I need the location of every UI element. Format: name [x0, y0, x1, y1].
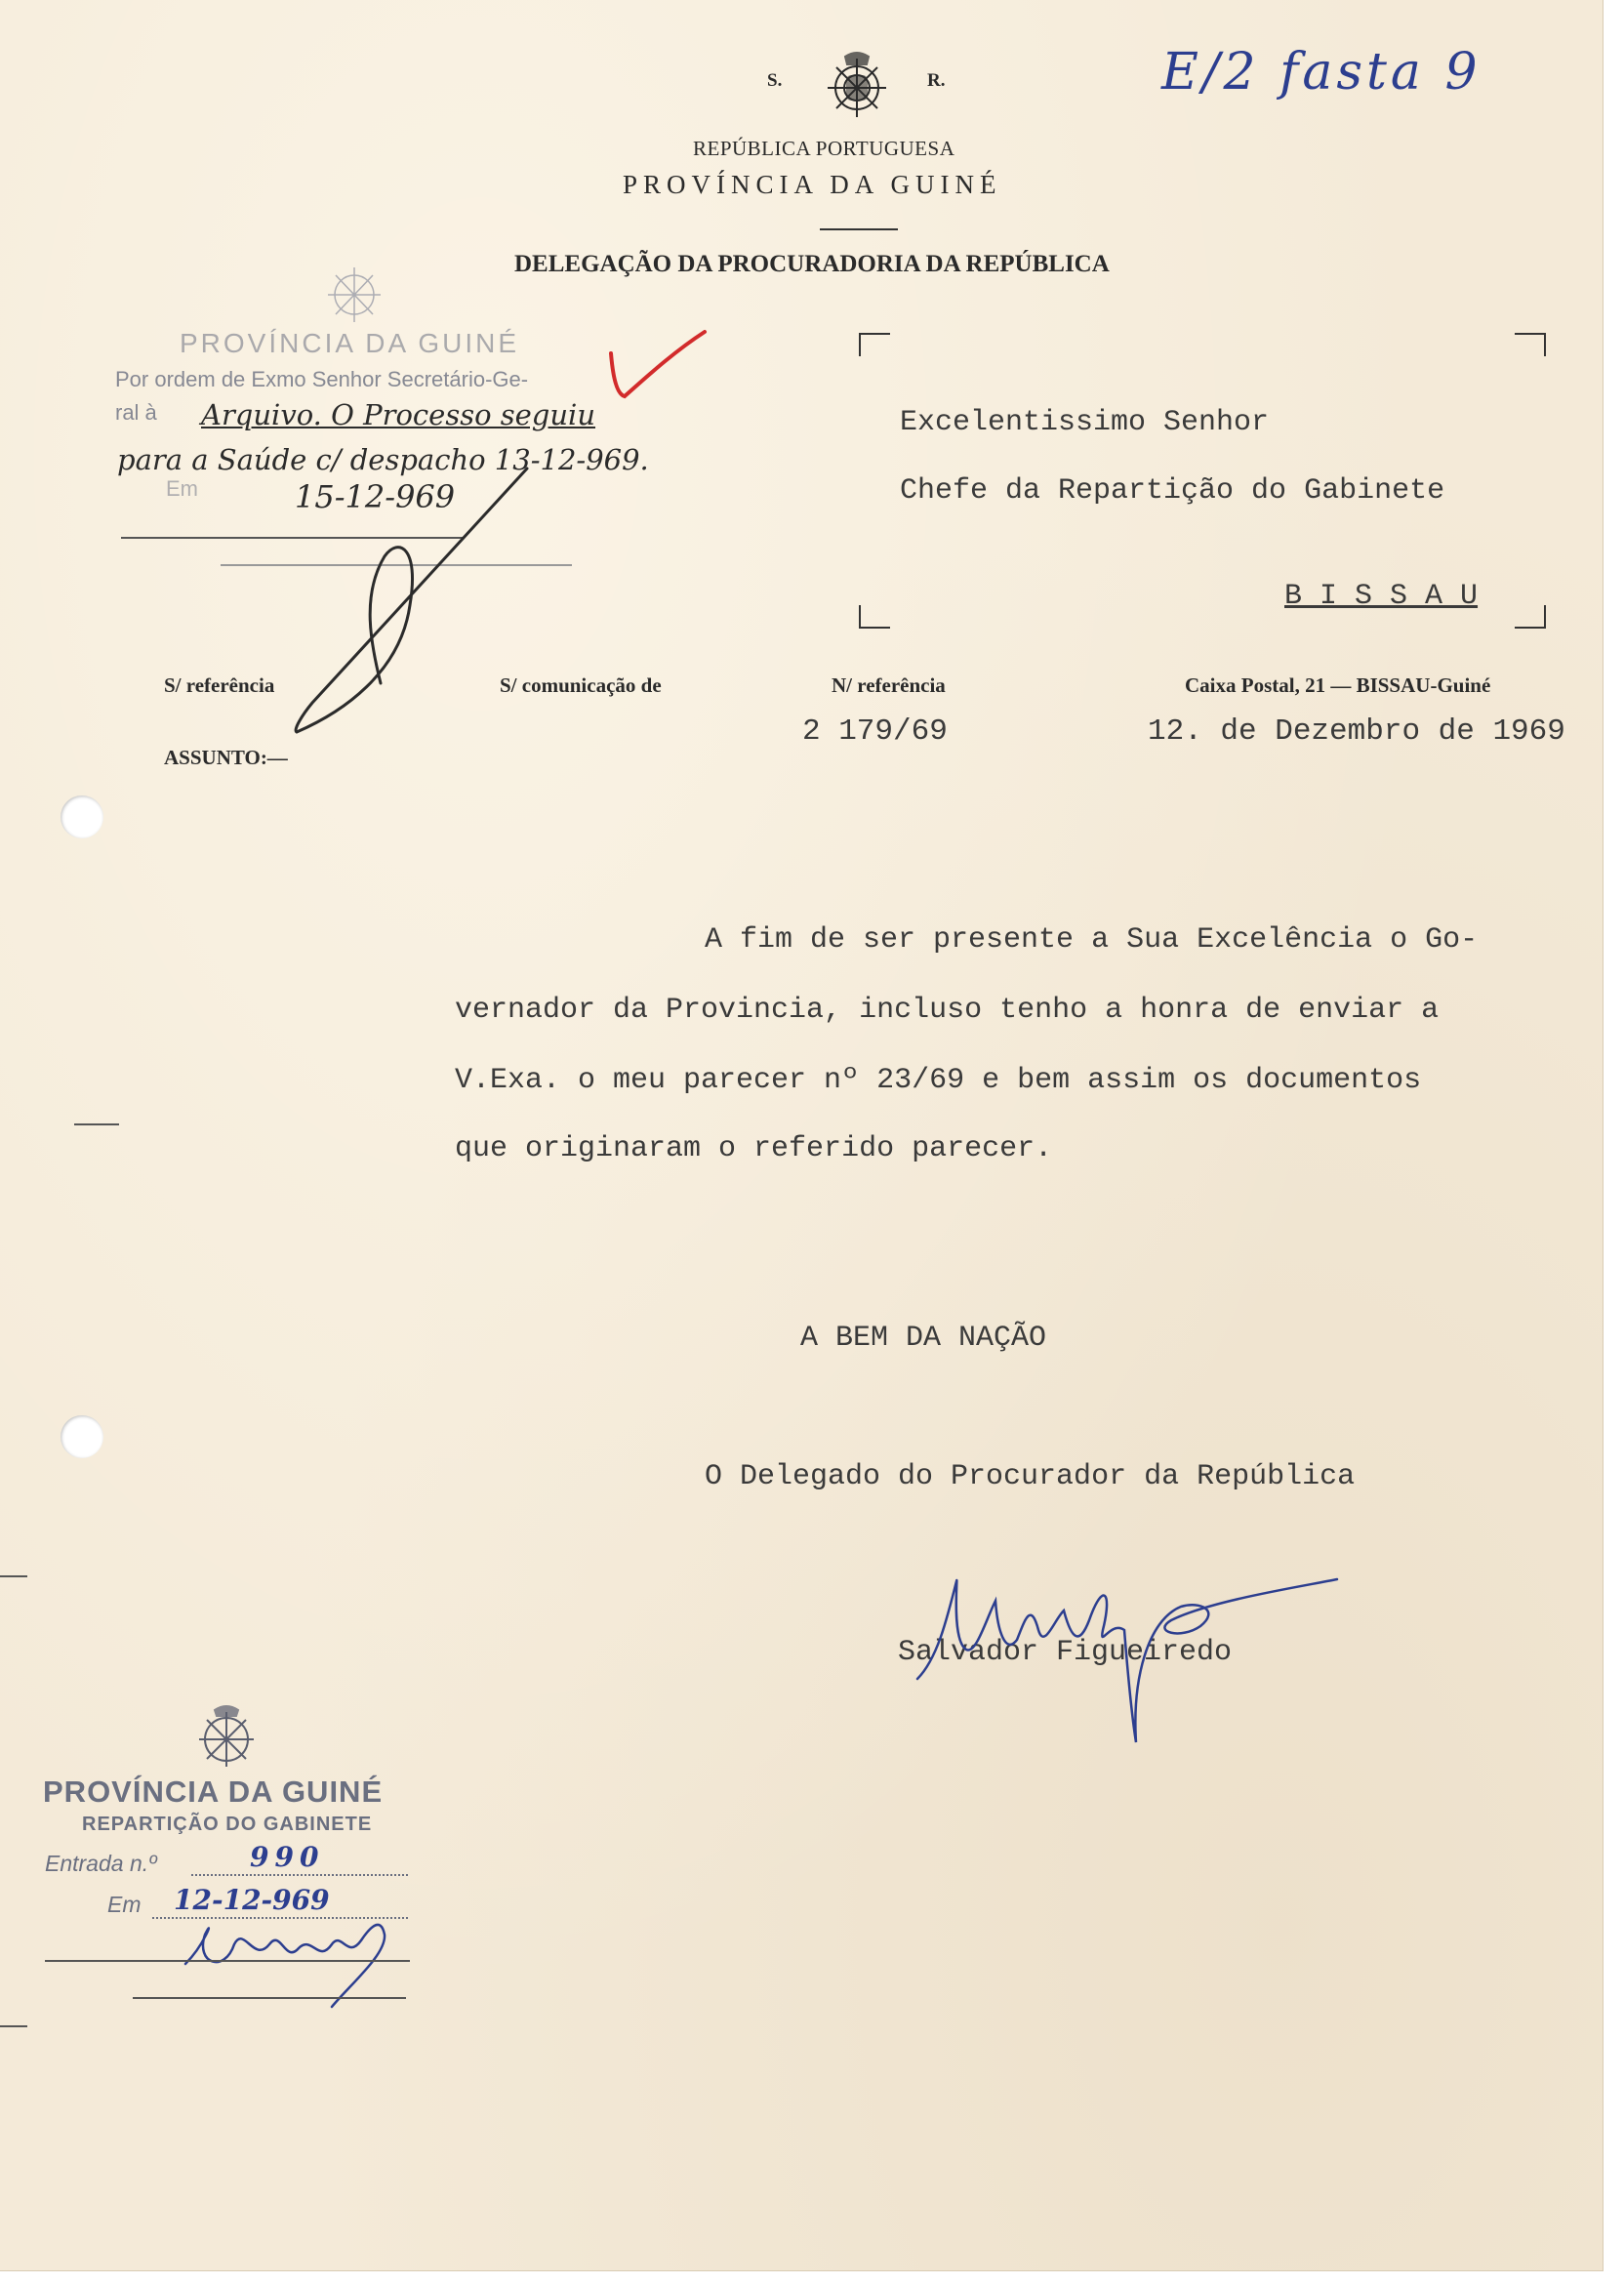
routing-handwritten-line1: Arquivo. O Processo seguiu [201, 398, 596, 431]
margin-tick [74, 1123, 119, 1125]
addressee-office: Chefe da Repartição do Gabinete [900, 474, 1445, 508]
routing-handwritten-line2: para a Saúde c/ despacho 13-12-969. [117, 443, 649, 476]
label-your-communication: S/ comunicação de [500, 673, 662, 697]
routing-stamp-title: PROVÍNCIA DA GUINÉ [180, 328, 520, 358]
entry-stamp-number: 990 [250, 1841, 325, 1873]
body-line: vernador da Provincia, incluso tenho a honra de enviar a [455, 994, 1440, 1027]
body-line: A fim de ser presente a Sua Excelência o Go- [705, 923, 1479, 957]
subject-label: ASSUNTO:— [164, 746, 288, 769]
signature [908, 1562, 1347, 1747]
entry-stamp-rule [45, 1960, 410, 1962]
routing-stamp-ral: ral à [115, 400, 157, 425]
header-republic: REPÚBLICA PORTUGUESA [693, 137, 955, 160]
entry-stamp-entry-label: Entrada n.º [45, 1851, 157, 1876]
header-office: DELEGAÇÃO DA PROCURADORIA DA REPÚBLICA [514, 251, 1110, 277]
punch-hole-top [61, 795, 103, 838]
margin-tick [0, 2025, 27, 2027]
body-line: que originaram o referido parecer. [455, 1132, 1053, 1165]
closing-salutation: A BEM DA NAÇÃO [800, 1322, 1047, 1355]
routing-stamp-em: Em [166, 476, 198, 501]
addressee-salutation: Excelentissimo Senhor [900, 406, 1270, 439]
entry-stamp-date: 12-12-969 [174, 1884, 330, 1916]
addressee-city: B I S S A U [1284, 580, 1479, 613]
body-line: V.Exa. o meu parecer nº 23/69 e bem assim os documentos [455, 1064, 1422, 1097]
red-check-mark [603, 326, 710, 404]
address-corner-br [1515, 605, 1546, 629]
signer-name: Salvador Figueiredo [898, 1636, 1233, 1669]
header-province: PROVÍNCIA DA GUINÉ [623, 170, 1002, 199]
routing-handwritten-date: 15-12-969 [295, 478, 456, 515]
entry-stamp-department: REPARTIÇÃO DO GABINETE [82, 1814, 373, 1835]
stamp-emblem [180, 1700, 273, 1773]
label-your-reference: S/ referência [164, 673, 275, 697]
address-corner-tr [1515, 333, 1546, 356]
handwritten-file-note: E/2 fasta 9 [1161, 43, 1482, 102]
coat-of-arms-emblem [812, 51, 902, 125]
our-reference-value: 2 179/69 [802, 714, 948, 749]
label-postal-address: Caixa Postal, 21 — BISSAU-Guiné [1185, 673, 1491, 697]
pen-scribble-mark [283, 459, 556, 742]
label-our-reference: N/ referência [832, 673, 946, 697]
header-left-initial: S. [767, 70, 783, 91]
header-right-initial: R. [927, 70, 946, 91]
header-divider [820, 228, 898, 230]
routing-stamp-order: Por ordem de Exmo Senhor Secretário-Ge- [115, 367, 529, 391]
document-date: 12. de Dezembro de 1969 [1148, 714, 1565, 749]
address-corner-tl [859, 333, 890, 356]
entry-stamp-province: PROVÍNCIA DA GUINÉ [43, 1774, 384, 1809]
closing-title: O Delegado do Procurador da República [705, 1460, 1356, 1493]
entry-number-rule [191, 1874, 408, 1876]
entry-stamp-rule [133, 1997, 406, 1999]
punch-hole-bottom [61, 1415, 103, 1458]
stamp-emblem-faded [310, 256, 398, 332]
margin-tick [0, 1575, 27, 1577]
address-corner-bl [859, 605, 890, 629]
entry-stamp-em-label: Em [107, 1892, 142, 1917]
